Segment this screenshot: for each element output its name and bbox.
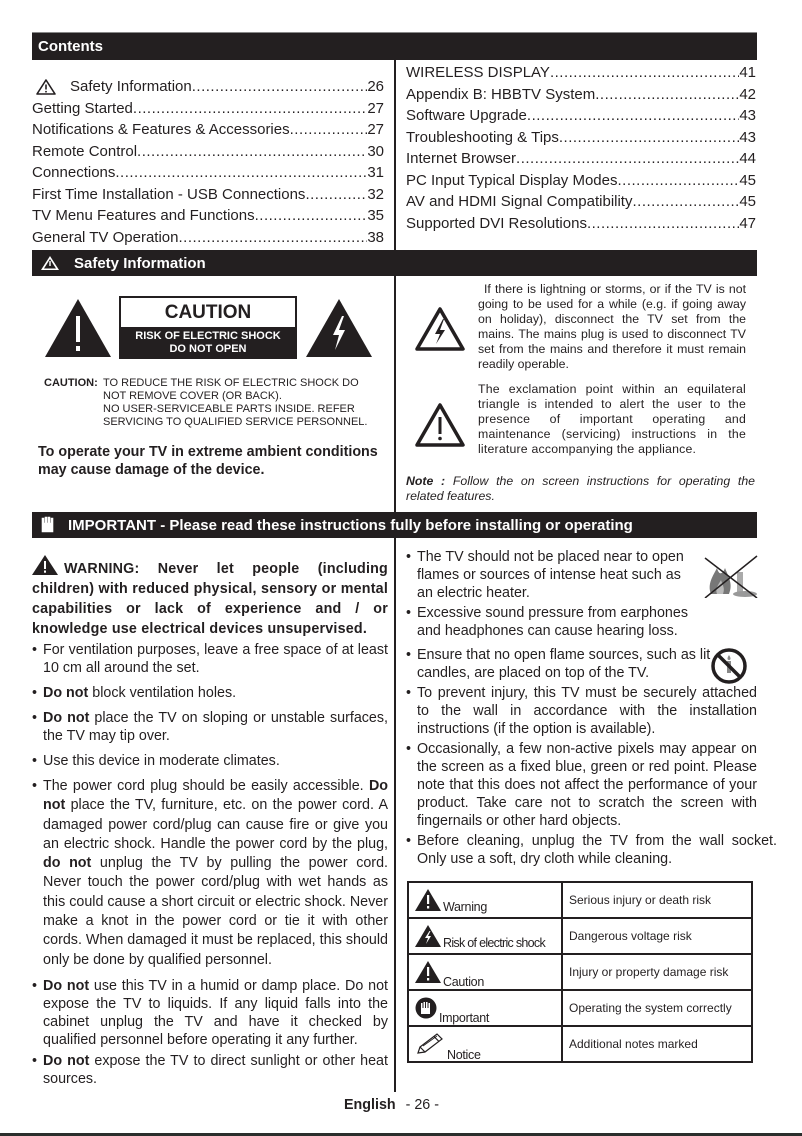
toc-right	[406, 62, 756, 234]
warning-triangle-outline-icon	[36, 79, 56, 95]
toc-page: 43	[739, 107, 756, 124]
no-candle-icon	[710, 647, 748, 685]
caution-subtitle: RISK OF ELECTRIC SHOCK	[135, 330, 281, 342]
important-header	[32, 512, 757, 538]
legend-label: Caution	[443, 975, 484, 989]
toc-label: General TV Operation	[32, 228, 179, 246]
page-footer	[344, 1097, 439, 1113]
toc-item[interactable]	[406, 84, 756, 106]
contents-title: Contents	[38, 38, 103, 55]
note-label: Note :	[406, 474, 446, 488]
toc-item[interactable]	[406, 148, 756, 170]
toc-item[interactable]	[32, 205, 384, 227]
toc-label: Remote Control	[32, 142, 138, 160]
toc-label: Internet Browser	[406, 150, 517, 167]
toc-label: TV Menu Features and Functions	[32, 207, 255, 224]
caution-prefix: CAUTION:	[44, 377, 98, 389]
hand-stop-icon	[415, 997, 437, 1019]
warning-text: WARNING: Never let people (including children) with reduced physical, sensory or mental capabilities or lack of experience and / or knowledge use electrical devices unsupervised.	[32, 555, 388, 639]
warning-triangle-icon	[40, 255, 60, 271]
toc-label: Safety Information	[70, 78, 192, 95]
exclamation-info-text: The exclamation point within an equilateral triangle is intended to alert the user to the presence of important operating and maintenance (servicing) instructions in the literature accompanying the appliance.	[478, 382, 746, 456]
instruction-item: • The TV should not be placed near to open flames or sources of intense heat such as an electric heater.	[406, 548, 698, 602]
legend-description: Serious injury or death risk	[562, 882, 752, 918]
safety-title: Safety Information	[74, 254, 206, 272]
toc-page: 42	[739, 85, 756, 103]
contents-header	[32, 32, 757, 60]
note	[406, 474, 755, 504]
toc-page: 43	[739, 128, 756, 146]
lightning-triangle-outline-icon	[414, 306, 466, 352]
toc-page: 44	[739, 150, 756, 167]
toc-page: 45	[739, 193, 756, 210]
toc-item[interactable]	[406, 191, 756, 213]
exclamation-triangle-icon	[44, 298, 112, 358]
toc-item[interactable]	[32, 141, 384, 163]
legend-row	[408, 882, 752, 918]
warning-triangle-icon	[32, 555, 58, 575]
legend-description: Dangerous voltage risk	[562, 918, 752, 954]
instruction-item: • Use this device in moderate climates.	[32, 752, 388, 770]
toc-page: 31	[367, 164, 384, 181]
toc-item[interactable]	[32, 76, 384, 98]
no-open-flame-icon	[703, 554, 759, 598]
instruction-item: • Do not block ventilation holes.	[32, 684, 388, 702]
left-instructions	[32, 641, 388, 1088]
toc-item[interactable]	[406, 213, 756, 235]
exclamation-triangle-outline-icon	[414, 402, 466, 448]
legend-row	[408, 954, 752, 990]
toc-page: 26	[367, 78, 384, 95]
caution-subtitle: DO NOT OPEN	[169, 343, 247, 355]
note-text: Follow the on screen instructions for operating the related features.	[406, 474, 755, 503]
extreme-conditions-note: To operate your TV in extreme ambient conditions may cause damage of the device.	[38, 444, 378, 478]
toc-page: 47	[739, 214, 756, 232]
lightning-triangle-icon	[305, 298, 373, 358]
toc-label: Troubleshooting & Tips	[406, 128, 559, 146]
toc-item[interactable]	[32, 227, 384, 249]
toc-page: 38	[367, 228, 384, 246]
pencil-icon	[415, 1032, 445, 1056]
safety-header	[32, 250, 757, 276]
toc-item[interactable]	[32, 98, 384, 120]
legend-description: Additional notes marked	[562, 1026, 752, 1062]
right-instructions	[406, 548, 698, 642]
legend-row	[408, 990, 752, 1026]
legend-label: Warning	[443, 900, 487, 914]
footer-page-number: - 26 -	[405, 1097, 439, 1113]
legend-description: Injury or property damage risk	[562, 954, 752, 990]
legend-label: Important	[439, 1011, 490, 1025]
column-divider	[394, 538, 396, 1092]
toc-page: 41	[739, 64, 756, 81]
instruction-item: • Do not place the TV on sloping or unstable surfaces, the TV may tip over.	[32, 709, 388, 745]
instruction-item: • To prevent injury, this TV must be securely attached to the wall in accordance with the installation instructions (if the option is available).	[406, 684, 757, 738]
legend-label: Notice	[447, 1048, 481, 1062]
toc-item[interactable]	[32, 184, 384, 206]
toc-page: 27	[367, 121, 384, 138]
lightning-info-text: If there is lightning or storms, or if the TV is not going to be used for a while (e.g. if going away on holiday), disconnect the TV set from the mains. The mains plug is used to disconnect TV set from the mains and therefore it must remain readily operable.	[478, 282, 746, 371]
electric-shock-triangle-icon	[415, 925, 441, 947]
footer-language: English	[344, 1097, 396, 1113]
toc-item[interactable]	[406, 62, 756, 84]
toc-label: Connections	[32, 164, 116, 181]
toc-page: 27	[367, 99, 384, 117]
instruction-item: • Ensure that no open flame sources, such as lit candles, are placed on top of the TV.	[406, 646, 727, 682]
caution-label-box	[119, 296, 297, 359]
toc-label: WIRELESS DISPLAY	[406, 64, 550, 81]
caution-title: CAUTION	[164, 302, 252, 323]
toc-label: Notifications & Features & Accessories	[32, 121, 290, 138]
caution-notice: CAUTION: TO REDUCE THE RISK OF ELECTRIC SHOCK DO NOT REMOVE COVER (OR BACK). NO USER-SERVICEABLE PARTS INSIDE. REFER SERVICING TO QUALIFIED SERVICE PERSONNEL.	[44, 377, 368, 428]
toc-item[interactable]	[32, 119, 384, 141]
toc-page: 30	[367, 142, 384, 160]
important-title: IMPORTANT - Please read these instructions fully before installing or operating	[68, 516, 633, 534]
legend-label: Risk of electric shock	[443, 936, 545, 950]
toc-item[interactable]	[406, 105, 756, 127]
instruction-item: • Do not use this TV in a humid or damp place. Do not expose the TV to liquids. If any liquid falls into the cabinet unplug the TV and have it checked by qualified personnel before operating it any further.	[32, 977, 388, 1049]
legend-description: Operating the system correctly	[562, 990, 752, 1026]
instruction-item: • For ventilation purposes, leave a free space of at least 10 cm all around the set.	[32, 641, 388, 677]
toc-page: 35	[367, 207, 384, 224]
symbol-legend-table	[407, 881, 753, 1063]
legend-row	[408, 918, 752, 954]
caution-triangle-icon	[415, 961, 441, 983]
toc-page: 32	[367, 185, 384, 203]
legend-row	[408, 1026, 752, 1062]
toc-item[interactable]	[32, 162, 384, 184]
instruction-item: • Occasionally, a few non-active pixels may appear on the screen as a fixed blue, green or red point. Please note that this does not affect the performance of your product. Take care not to scratch the screen with fingernails or other hard objects.	[406, 740, 757, 830]
toc-page: 45	[739, 171, 756, 189]
toc-label: AV and HDMI Signal Compatibility	[406, 193, 633, 210]
instruction-item: • Before cleaning, unplug the TV from the wall socket. Only use a soft, dry cloth while cleaning.	[406, 832, 777, 868]
toc-item[interactable]	[406, 170, 756, 192]
column-divider	[394, 60, 396, 250]
toc-label: First Time Installation - USB Connections	[32, 185, 306, 203]
toc-label: PC Input Typical Display Modes	[406, 171, 618, 189]
warning-triangle-icon	[415, 889, 441, 911]
toc-label: Supported DVI Resolutions	[406, 214, 587, 232]
instruction-item: • Excessive sound pressure from earphones and headphones can cause hearing loss.	[406, 604, 698, 640]
column-divider	[394, 276, 396, 512]
toc-label: Getting Started	[32, 99, 133, 117]
toc-left	[32, 76, 384, 248]
hand-stop-icon	[40, 516, 56, 534]
instruction-item: • Do not expose the TV to direct sunlight or other heat sources.	[32, 1052, 388, 1088]
toc-label: Appendix B: HBBTV System	[406, 85, 596, 103]
instruction-item: • The power cord plug should be easily accessible. Do not place the TV, furniture, etc. on the power cord. A damaged power cord/plug can cause fire or give you an electric shock. Handle the power cord by the plug, do not unplug the TV by pulling the power cord. Never touch the power cord/plug with wet hands as this could cause a short circuit or electric shock. Never make a knot in the power cord or tie it with other cords. When damaged it must be replaced, this should only be done by qualified personnel.	[32, 777, 388, 970]
toc-label: Software Upgrade	[406, 107, 527, 124]
toc-item[interactable]	[406, 127, 756, 149]
